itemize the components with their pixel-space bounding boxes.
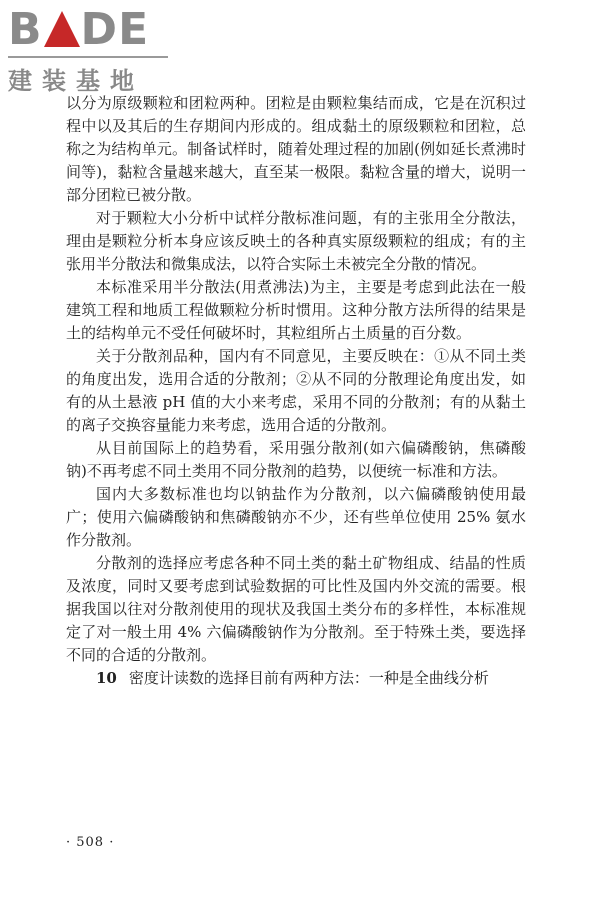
paragraph-1: 以分为原级颗粒和团粒两种。团粒是由颗粒集结而成，它是在沉积过程中以及其后的生存期间内形成的。组成黏土的原级颗粒和团粒，总称之为结构单元。制备试样时，随着处理过程的加剧(例如延长煮沸时间等)，黏粒含量越来越大，直至某一极限。黏粒含量的增大，说明一部分团粒已被分散。 [66,94,526,204]
page-number: · 508 · [66,835,115,850]
paragraph-4: 关于分散剂品种，国内有不同意见，主要反映在：①从不同土类的角度出发，选用合适的分散剂；②从不同的分散理论角度出发，如有的从土悬液 pH 值的大小来考虑，采用不同的分散剂；有的从黏土的离子交换容量能力来考虑，选用合适的分散剂。 [66,347,526,434]
paragraph-3: 本标准采用半分散法(用煮沸法)为主，主要是考虑到此法在一般建筑工程和地质工程做颗粒分析时惯用。这种分散方法所得的结果是土的结构单元不受任何破坏时，其粒组所占土质量的百分数。 [66,278,526,342]
document-body [66,92,526,690]
section-label: 10 [96,669,117,687]
paragraph-2: 对于颗粒大小分析中试样分散标准问题，有的主张用全分散法，理由是颗粒分析本身应该反映土的各种真实原级颗粒的组成；有的主张用半分散法和微集成法，以符合实际土未被完全分散的情况。 [66,209,526,273]
watermark-brand [8,6,183,54]
triangle-a-icon [44,11,80,47]
paragraph-7: 分散剂的选择应考虑各种不同土类的黏土矿物组成、结晶的性质及浓度，同时又要考虑到试验数据的可比性及国内外交流的需要。根据我国以往对分散剂使用的现状及我国土类分布的多样性，本标准规定了对一般土用 4% 六偏磷酸钠作为分散剂。至于特殊土类，要选择不同的合适的分散剂。 [66,554,526,664]
paragraph-8 [66,667,526,690]
watermark-divider [8,56,168,58]
watermark-subtitle: 建装基地 [8,67,144,95]
paragraph-5: 从目前国际上的趋势看，采用强分散剂(如六偏磷酸钠，焦磷酸钠)不再考虑不同土类用不同分散剂的趋势，以便统一标准和方法。 [66,439,526,480]
watermark-brand-right: DE [80,4,150,55]
bade-watermark-logo [8,4,183,95]
watermark-brand-left: B [8,4,43,55]
paragraph-6: 国内大多数标准也均以钠盐作为分散剂，以六偏磷酸钠使用最广；使用六偏磷酸钠和焦磷酸钠亦不少，还有些单位使用 25% 氨水作分散剂。 [66,485,526,549]
paragraph-8-text: 密度计读数的选择目前有两种方法：一种是全曲线分析 [128,669,489,687]
